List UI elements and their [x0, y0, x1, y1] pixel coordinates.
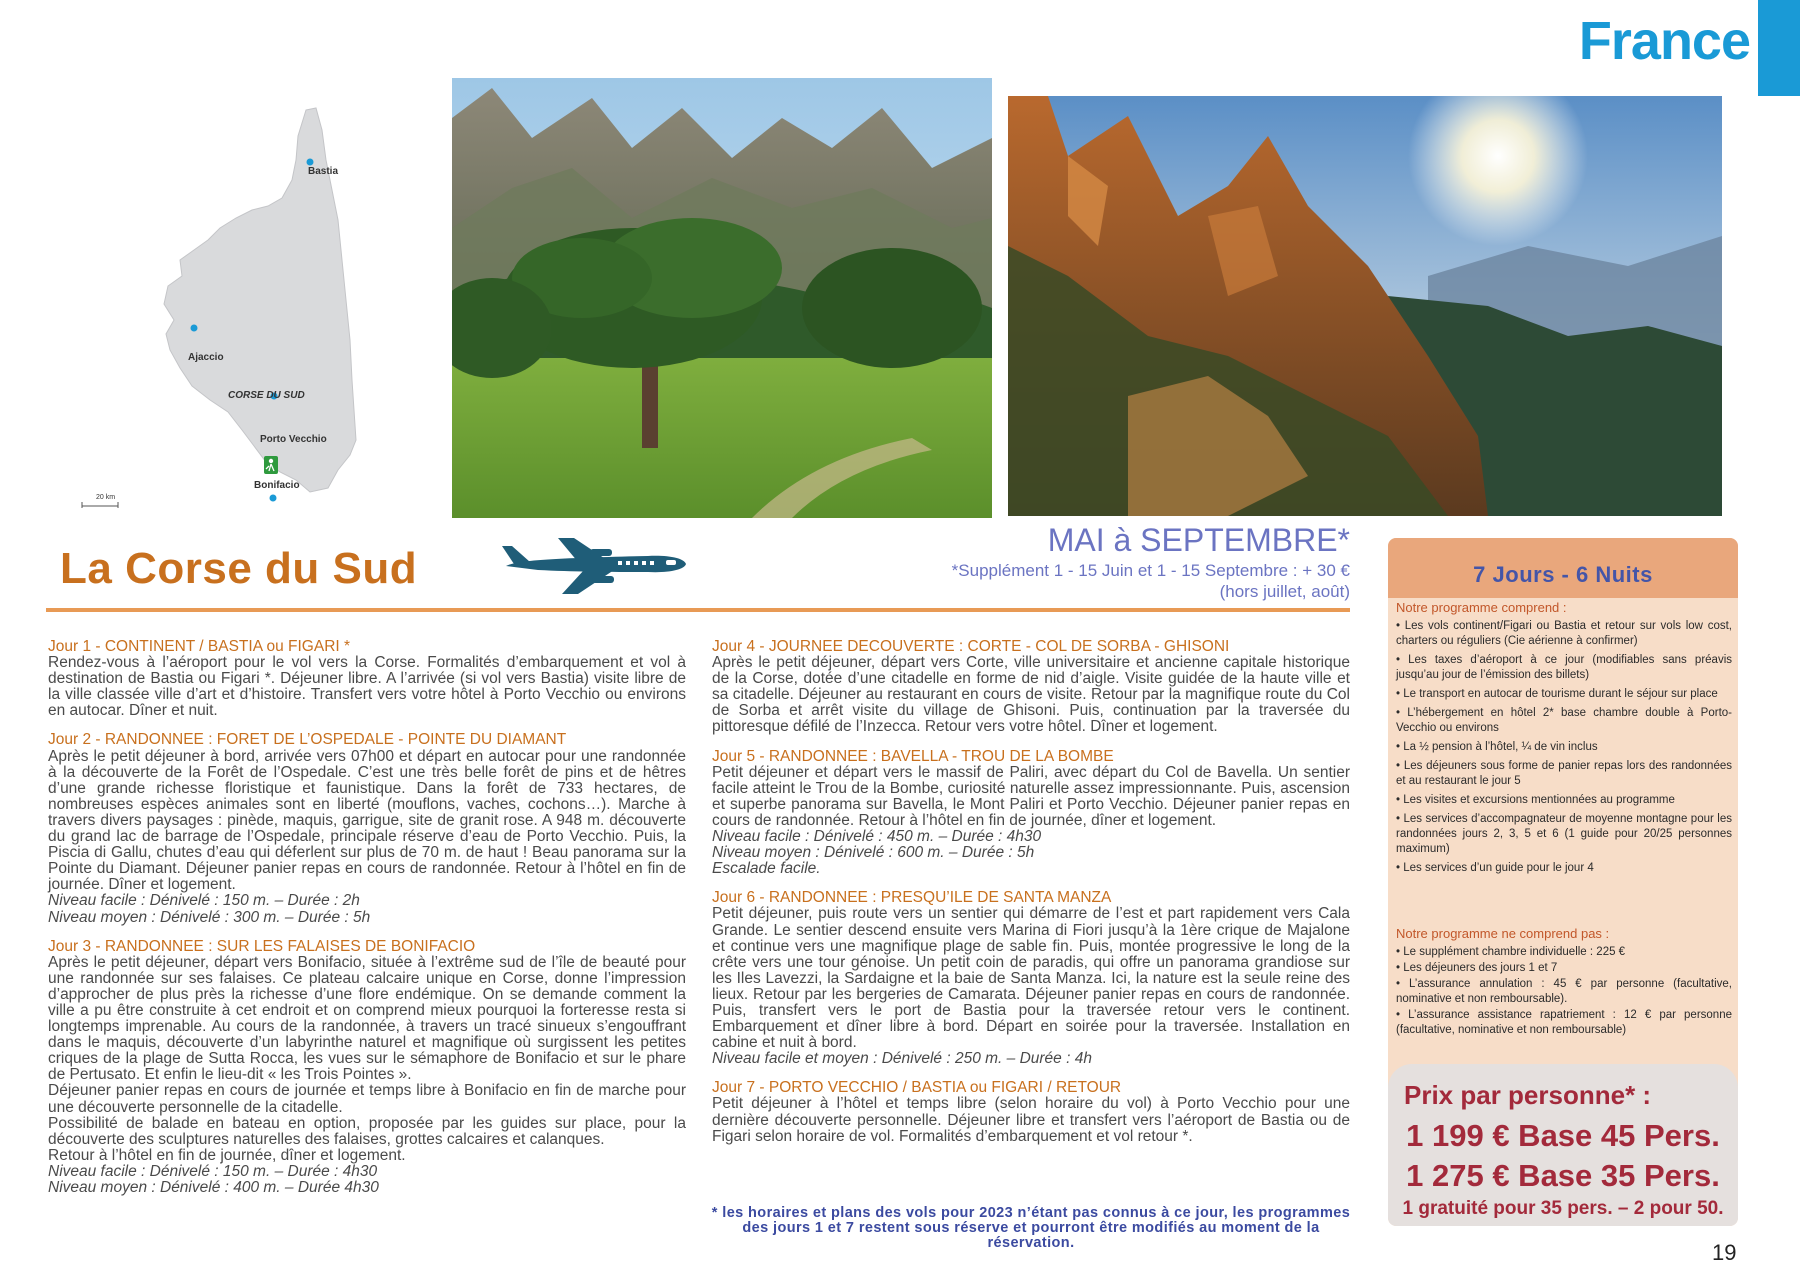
day-level: Niveau facile : Dénivelé : 450 m. – Durée : 4h30: [712, 828, 1042, 846]
corsica-map: [70, 100, 370, 510]
map-label-porto-vecchio: Porto Vecchio: [260, 434, 327, 445]
day-level: Niveau moyen : Dénivelé : 300 m. – Durée : 5h: [48, 908, 371, 926]
day-7: [712, 1080, 1350, 1144]
page-title: La Corse du Sud: [60, 544, 418, 593]
trip-duration: 7 Jours - 6 Nuits: [1473, 562, 1653, 587]
day-level: Niveau facile : Dénivelé : 150 m. – Durée : 4h30: [48, 1162, 378, 1180]
header-accent-bar: [1758, 0, 1800, 96]
title-divider: [46, 608, 1350, 612]
day-text: Petit déjeuner, puis route vers un sentier qui démarre de l’est et part rapidement vers Cala Grande. Le sentier descend ensuite vers Marina di Fiori jusqu’à la 1ère crique de Majalone et continue vers une magnifique plage de sable fin. Puis, montée progressive le long de la crête vers une tour génoise. Un petit coin de paradis, qui offre un panorama grandiose sur les Iles Lavezzi, la Sardaigne et la baie de Santa Manza. Ici, la nature est la seule reine des lieux. Retour par les bergeries de Camarata. Déjeuner panier repas en cours de randonnée. Puis, transfert vers le port de Bastia pour la traversée retour vers le continent. Embarquement et dîner libre à bord. Départ en soirée pour la traversée. Installation en cabine et nuit à bord.: [712, 905, 1350, 1052]
day-title: Jour 2 - RANDONNEE : FORET DE L’OSPEDALE - POINTE DU DIAMANT: [48, 731, 567, 749]
includes-section: [1396, 600, 1732, 880]
day-6: [712, 890, 1350, 1067]
season-note-line2: (hors juillet, août): [1219, 582, 1350, 601]
map-label-ajaccio: Ajaccio: [188, 352, 224, 363]
includes-item: • Le transport en autocar de tourisme durant le séjour sur place: [1396, 688, 1718, 700]
day-title: Jour 1 - CONTINENT / BASTIA ou FIGARI *: [48, 638, 351, 655]
day-title: Jour 6 - RANDONNEE : PRESQU’ILE DE SANTA MANZA: [712, 889, 1112, 907]
season-supplement-note: [860, 560, 1350, 602]
forest-mountain-photo: [452, 78, 992, 518]
includes-title: Notre programme comprend :: [1396, 600, 1567, 615]
includes-item: • Les services d’accompagnateur de moyenne montagne pour les randonnées jours 2, 3, 5 et 6 (1 guide pour 20/25 personnes maximum): [1396, 813, 1732, 855]
day-text: Retour à l’hôtel en fin de journée, dîner et logement.: [48, 1146, 406, 1164]
program-sidebar: [1388, 538, 1738, 1226]
day-4: [712, 639, 1350, 736]
day-5: [712, 749, 1350, 878]
day-title: Jour 7 - PORTO VECCHIO / BASTIA ou FIGARI / RETOUR: [712, 1079, 1122, 1097]
airplane-icon: [498, 536, 690, 596]
includes-item: • Les vols continent/Figari ou Bastia et retour sur vols low cost, charters ou réguliers (Cie aérienne à confirmer): [1396, 620, 1732, 647]
day-level: Niveau moyen : Dénivelé : 600 m. – Durée : 5h: [712, 844, 1035, 862]
includes-item: • La ½ pension à l’hôtel, ¼ de vin inclus: [1396, 741, 1598, 753]
map-label-bastia: Bastia: [308, 166, 339, 177]
day-text: Petit déjeuner à l’hôtel et temps libre (selon horaire du vol) à Porto Vecchio pour une dernière découverte personnelle. Déjeuner libre et transfert vers l’aéroport de Bastia ou de Figari selon horaire de vol. Formalités d’embarquement et vol retour *.: [712, 1095, 1350, 1145]
includes-item: • Les visites et excursions mentionnées au programme: [1396, 794, 1675, 806]
season-months: MAI à SEPTEMBRE*: [1047, 522, 1350, 558]
day-text: Après le petit déjeuner à bord, arrivée vers 07h00 et départ en autocar pour une randonnée à la découverte de la Forêt de l’Ospedale. C’est une très belle forêt de pins et de hêtres d’une grande richesse floristique et faunistique. Dans la forêt de 733 hectares, de nombreuses espèces animales sont en liberté (mouflons, vaches, cochons…). Marche à travers divers paysages : pinède, maquis, garrigue, site de granit rose. A 948 m. découverte du grand lac de barrage de l’Ospedale, principale réserve d’eau de Porto Vecchio. Puis, la Piscia di Gallu, chutes d’eau qui déferlent sur plus de 70 m. de haut ! Beau panorama sur la Pointe du Diamant. Déjeuner panier repas en cours de randonnée. Retour à l’hôtel en fin de journée. Dîner et logement.: [48, 747, 686, 894]
free-places-note: 1 gratuité pour 35 pers. – 2 pour 50.: [1402, 1198, 1724, 1219]
day-text: Déjeuner panier repas en cours de journée et temps libre à Bonifacio en fin de marche pour une découverte personnelle de la citadelle.: [48, 1082, 686, 1116]
country-title: France: [1578, 11, 1750, 71]
day-1: [48, 639, 686, 719]
includes-item: • Les taxes d’aéroport à ce jour (modifiables sans préavis jusqu’au jour de l’émission des billets): [1396, 654, 1732, 681]
gorge-sunset-photo: [1008, 96, 1722, 516]
excludes-item: • L’assurance annulation : 45 € par personne (facultative, nominative et non remboursable).: [1396, 978, 1732, 1005]
day-text: Rendez-vous à l’aéroport pour le vol vers la Corse. Formalités d’embarquement et vol à destination de Bastia ou Figari *. Déjeuner libre. A l’arrivée (si vol vers Bastia) visite libre de la ville classée ville d’art et d’histoire. Transfert vers votre hôtel à Porto Vecchio ou environs en autocar. Dîner et nuit.: [48, 654, 686, 720]
day-level: Niveau facile et moyen : Dénivelé : 250 m. – Durée : 4h: [712, 1050, 1092, 1068]
price-base-45: 1 199 € Base 45 Pers.: [1406, 1118, 1720, 1153]
day-text: Après le petit déjeuner, départ vers Corte, ville universitaire et ancienne capitale historique de la Corse, dotée d’une citadelle en forme de nid d’aigle. Visite guidée de la haute ville et sa citadelle. Déjeuner au restaurant en cours de visite. Retour par la magnifique route du Col de Sorba et arrêt visite du village de Ghisoni. Puis, continuation par la traversée du pittoresque défilé de l’Inzecca. Retour vers votre hôtel. Dîner et logement.: [712, 654, 1350, 736]
price-title: Prix par personne* :: [1404, 1080, 1652, 1110]
excludes-section: [1396, 926, 1732, 1039]
day-2: [48, 732, 686, 925]
itinerary-column-left: [48, 639, 686, 1209]
map-label-bonifacio: Bonifacio: [254, 480, 300, 491]
day-3: [48, 939, 686, 1197]
hiker-icon: [264, 456, 278, 474]
day-title: Jour 4 - JOURNEE DECOUVERTE : CORTE - COL DE SORBA - GHISONI: [712, 638, 1230, 655]
flight-footnote: * les horaires et plans des vols pour 2023 n’étant pas connus à ce jour, les programmes des jours 1 et 7 restent sous réserve et pourront être modifiés au moment de la réservation.: [711, 1205, 1351, 1251]
price-box: [1388, 1064, 1738, 1226]
day-text: Après le petit déjeuner, départ vers Bonifacio, située à l’extrême sud de l’île de beauté pour une randonnée sur ses falaises. Ce plateau calcaire unique en Corse, donne l’impression d’approcher de plus près la richesse d’une flore endémique. On se demande comment la ville a pu être construite à cet endroit et on comprend mieux pourquoi la forteresse resta si longtemps imprenable. Au cours de la randonnée, à travers un tracé sinueux s’engouffrant dans le maquis, découverte d’un labyrinthe naturel et magnifique où surgissent les petites criques de la plage de Sutta Rocca, les vues sur le sémaphore de Bonifacio et sur le phare de Pertusato. Et enfin le lieu-dit « les Trois Pointes ».: [48, 953, 686, 1084]
map-scale-label: 20 km: [96, 494, 116, 501]
excludes-title: Notre programme ne comprend pas :: [1396, 926, 1610, 941]
excludes-item: • Le supplément chambre individuelle : 225 €: [1396, 946, 1626, 958]
day-level: Niveau facile : Dénivelé : 150 m. – Durée : 2h: [48, 892, 360, 910]
page-number: 19: [1712, 1240, 1737, 1265]
day-text: Petit déjeuner et départ vers le massif de Paliri, avec départ du Col de Bavella. Un sentier facile atteint le Trou de la Bombe, curiosité naturelle assez impressionnante. Puis, ascension et superbe panorama sur Bavella, le Mont Paliri et Porto Vecchio. Déjeuner panier repas en cours de randonnée. Retour à l’hôtel en fin de journée, dîner et logement.: [712, 763, 1350, 829]
includes-item: • Les services d’un guide pour le jour 4: [1396, 862, 1594, 874]
season-note-line1: *Supplément 1 - 15 Juin et 1 - 15 Septembre : + 30 €: [951, 561, 1350, 580]
includes-item: • L’hébergement en hôtel 2* base chambre double à Porto-Vecchio ou environs: [1396, 707, 1732, 734]
corsica-map-shape: [70, 100, 370, 510]
day-level: Niveau moyen : Dénivelé : 400 m. – Durée 4h30: [48, 1179, 379, 1196]
excludes-item: • L’assurance assistance rapatriement : 12 € par personne (facultative, nominative et non remboursable): [1396, 1009, 1732, 1036]
day-title: Jour 5 - RANDONNEE : BAVELLA - TROU DE LA BOMBE: [712, 747, 1114, 765]
excludes-item: • Les déjeuners des jours 1 et 7: [1396, 962, 1558, 974]
day-title: Jour 3 - RANDONNEE : SUR LES FALAISES DE BONIFACIO: [48, 937, 476, 955]
day-level: Escalade facile.: [712, 860, 821, 878]
includes-item: • Les déjeuners sous forme de panier repas lors des randonnées et au restaurant le jour 5: [1396, 760, 1732, 787]
day-text: Possibilité de balade en bateau en option, proposée par les guides sur place, pour la découverte des sculptures naturelles des falaises, grottes calcaires et calanques.: [48, 1114, 686, 1148]
map-label-region: CORSE DU SUD: [228, 390, 305, 401]
itinerary-column-right: [712, 639, 1350, 1158]
price-base-35: 1 275 € Base 35 Pers.: [1406, 1158, 1720, 1193]
